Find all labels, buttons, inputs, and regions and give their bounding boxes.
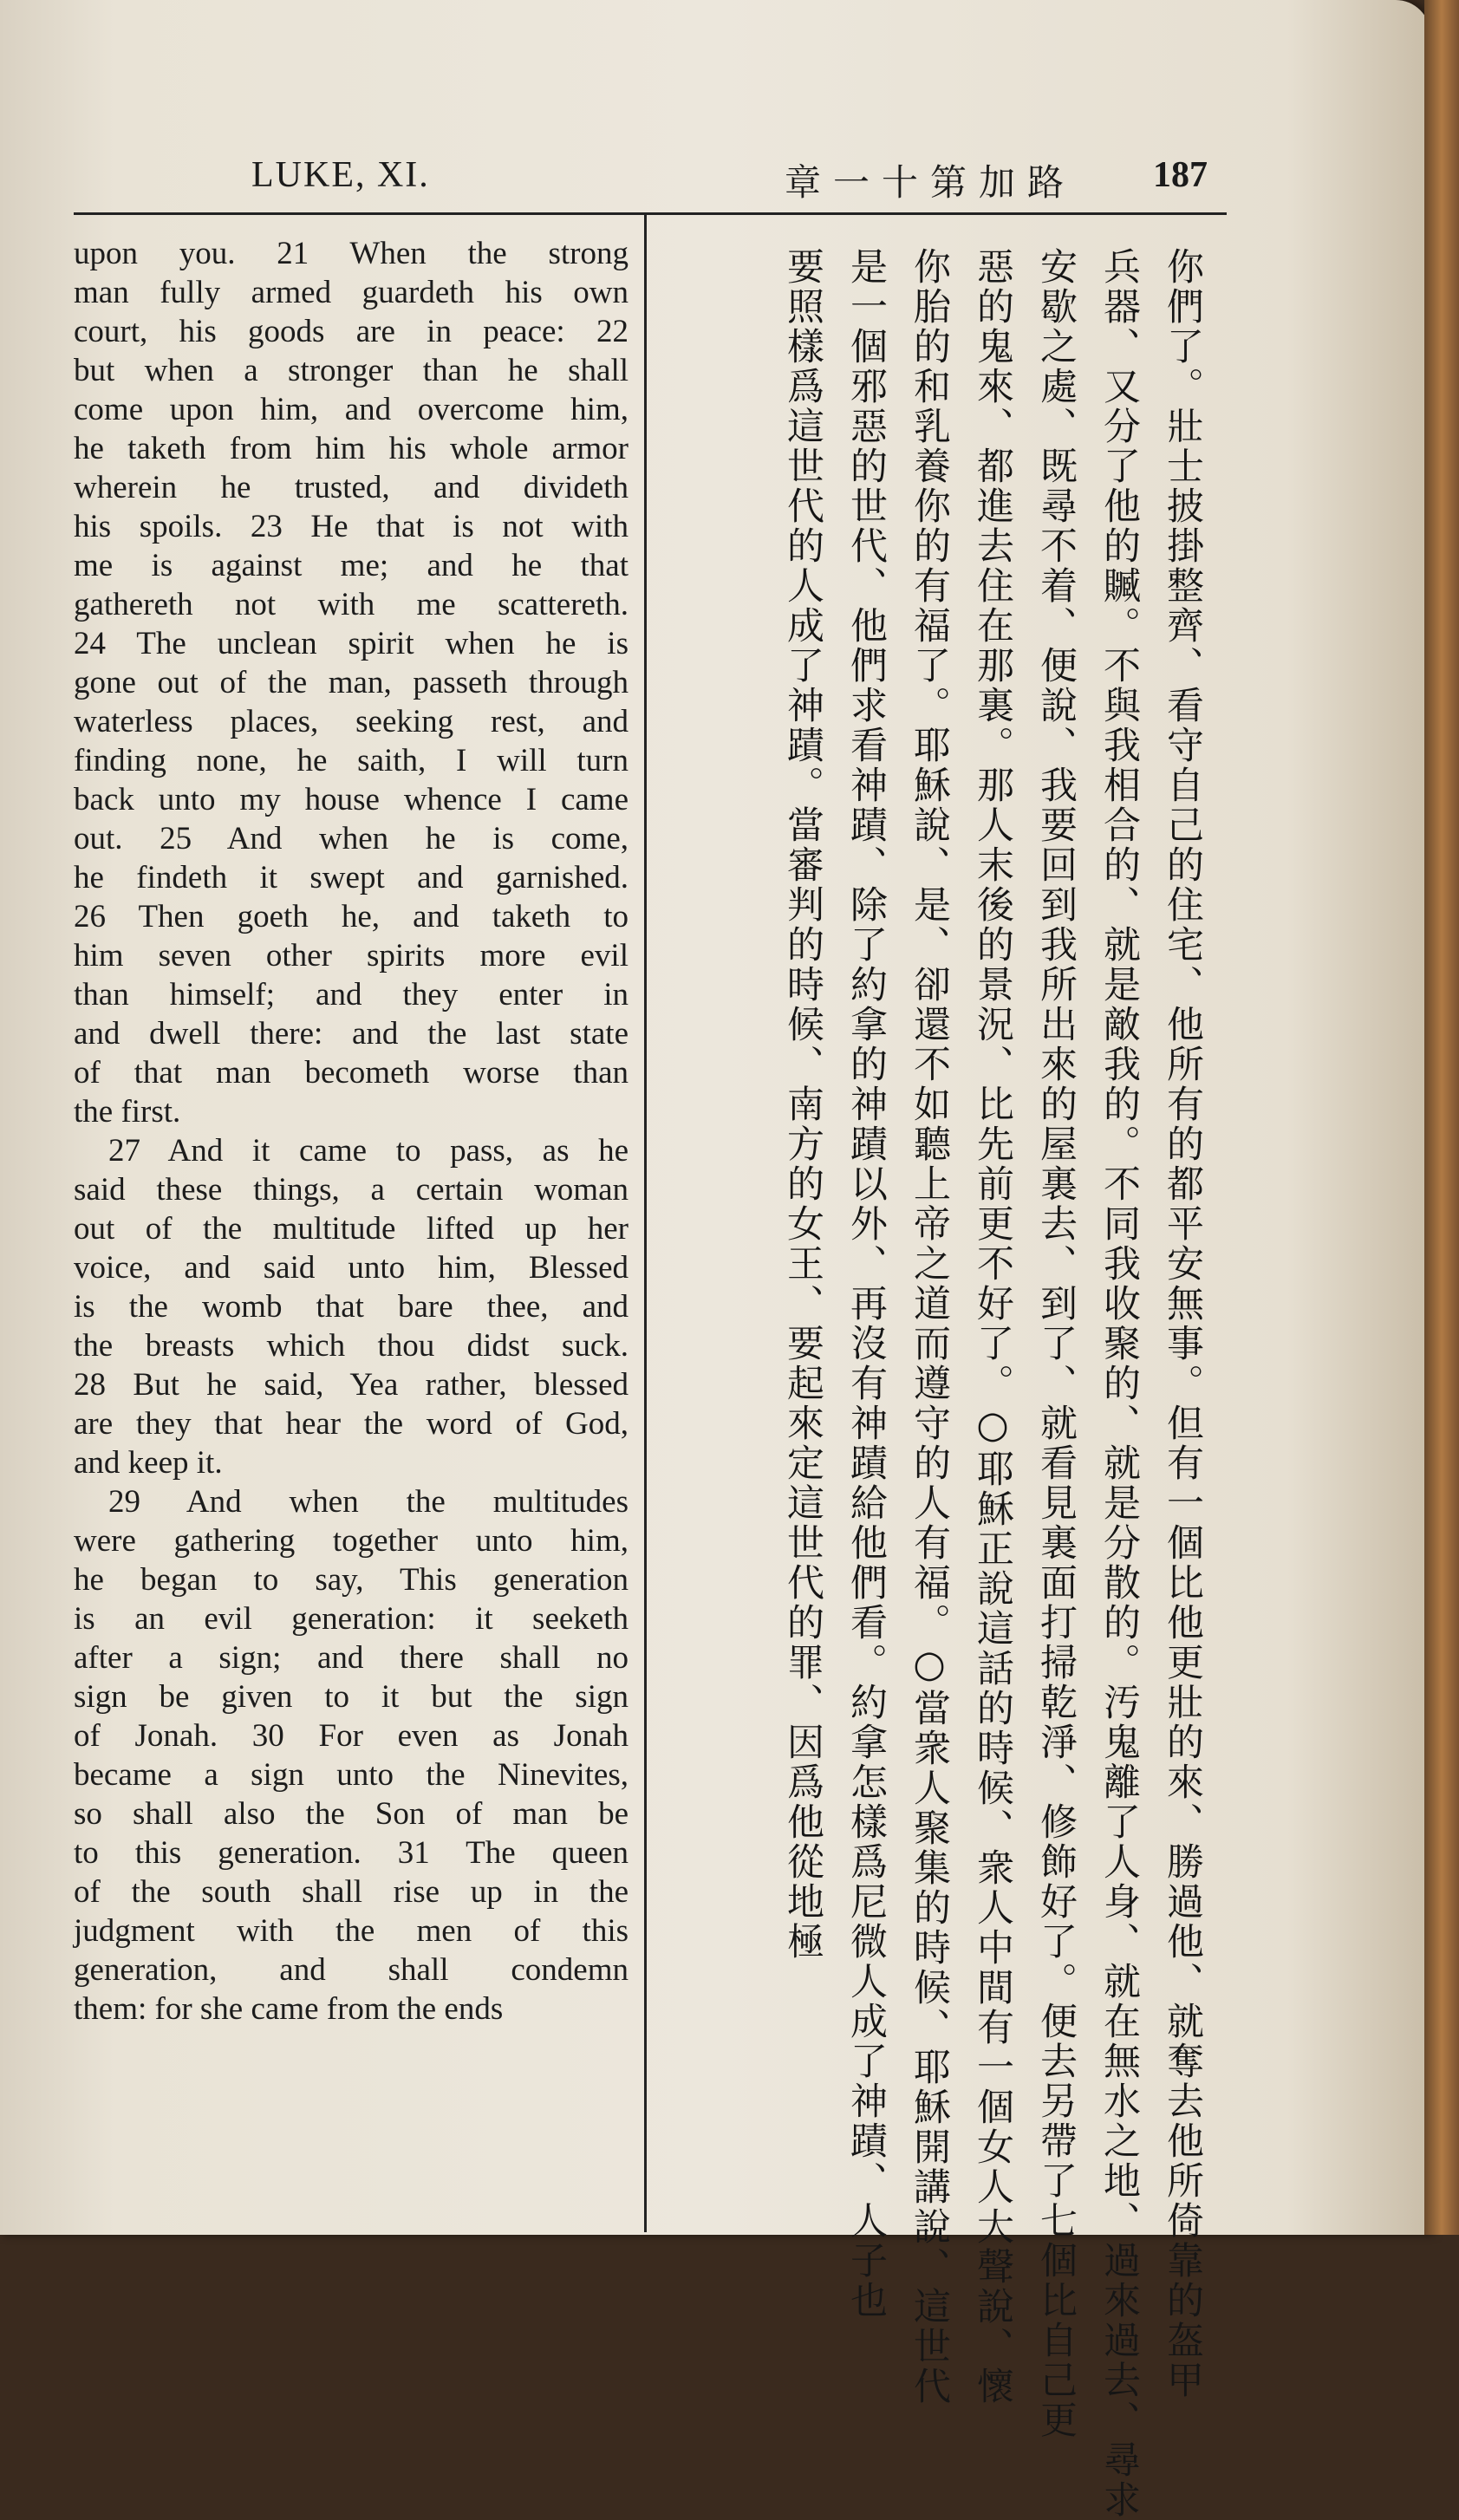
chinese-column [659,247,1214,2520]
english-text-line: me is against me; and he that [74,548,629,583]
english-text-line: of that man becometh worse than [74,1055,629,1091]
english-text-line: the breasts which thou didst suck. [74,1328,629,1364]
chinese-text-column: 你們了。壯士披掛整齊、看守自己的住宅、他所有的都平安無事。但有一個比他更壯的來、勝過他、就奪去他所倚靠的盔甲 [1161,247,1204,2400]
english-text-line: sign be given to it but the sign [74,1679,629,1715]
english-text-line: waterless places, seeking rest, and [74,704,629,739]
english-text-line: 27 And it came to pass, as he [108,1133,629,1169]
english-column [74,234,629,2028]
english-text-line: them: for she came from the ends [74,1991,504,2027]
page-number: 187 [1153,155,1208,195]
english-text-line: and dwell there: and the last state [74,1016,629,1052]
english-text-line: after a sign; and there shall no [74,1640,629,1676]
english-text-line: voice, and said unto him, Blessed [74,1250,629,1286]
english-text-line: man fully armed guardeth his own [74,275,629,310]
english-text-line: is the womb that bare thee, and [74,1289,629,1325]
english-text-line: judgment with the men of this [74,1913,629,1949]
english-text-line: generation, and shall condemn [74,1952,629,1988]
english-text-line: to this generation. 31 The queen [74,1835,629,1871]
english-text-line: gathereth not with me scattereth. [74,587,629,622]
english-text-line: and keep it. [74,1445,223,1481]
english-text-line: were gathering together unto him, [74,1523,629,1559]
english-text-line: upon you. 21 When the strong [74,236,629,271]
running-header [74,147,1214,208]
column-divider [644,212,647,2232]
chinese-text-column: 是一個邪惡的世代、他們求看神蹟、除了約拿的神蹟以外、再沒有神蹟給他們看。約拿怎樣爲尼微人成了神蹟、人子也 [844,247,888,2321]
english-text-line: of Jonah. 30 For even as Jonah [74,1718,629,1754]
english-text-line: the first. [74,1094,181,1130]
english-text-line: 28 But he said, Yea rather, blessed [74,1367,629,1403]
english-text-line: out. 25 And when he is come, [74,821,629,856]
english-text-line: of the south shall rise up in the [74,1874,629,1910]
english-text-line: back unto my house whence I came [74,782,629,817]
chinese-text-column: 你胎的和乳養你的有福了。耶穌說、是、卻還不如聽上帝之道而遵守的人有福。○當衆人聚集的時候、耶穌開講說、這世代 [908,247,951,2406]
english-text-line: so shall also the Son of man be [74,1796,629,1832]
english-text-line: out of the multitude lifted up her [74,1211,629,1247]
chinese-text-column: 要照樣爲這世代的人成了神蹟。當審判的時候、南方的女王、要起來定這世代的罪、因爲他從地極 [781,247,824,1962]
english-text-line: than himself; and they enter in [74,977,629,1013]
chinese-text-column: 安歇之處、既尋不着、便說、我要回到我所出來的屋裏去、到了、就看見裏面打掃乾淨、修飾好了。便去另帶了七個比自己更 [1034,247,1078,2440]
english-text-line: 26 Then goeth he, and taketh to [74,899,629,934]
english-text-line: court, his goods are in peace: 22 [74,314,629,349]
header-book-chapter: LUKE, XI. [251,155,430,195]
english-text-line: his spoils. 23 He that is not with [74,509,629,544]
english-text-line: him seven other spirits more evil [74,938,629,973]
english-text-line: said these things, a certain woman [74,1172,629,1208]
header-chapter-cjk: 章一十第加路 [785,161,1077,204]
english-text-line: he findeth it swept and garnished. [74,860,629,895]
english-text-line: gone out of the man, passeth through [74,665,629,700]
chinese-text-column: 惡的鬼來、都進去住在那裏。那人末後的景況、比先前更不好了。○耶穌正說這話的時候、衆人中間有一個女人大聲說、懷 [971,247,1014,2406]
header-rule [74,212,1227,215]
english-text-line: wherein he trusted, and divideth [74,470,629,505]
english-text-line: 29 And when the multitudes [108,1484,629,1520]
english-text-line: he began to say, This generation [74,1562,629,1598]
book-edge [1424,0,1459,2235]
chinese-text-column: 兵器、又分了他的贓。不與我相合的、就是敵我的。不同我收聚的、就是分散的。汚鬼離了人身、就在無水之地、過來過去、尋求 [1098,247,1141,2520]
english-text-line: but when a stronger than he shall [74,353,629,388]
english-text-line: is an evil generation: it seeketh [74,1601,629,1637]
english-text-line: are they that hear the word of God, [74,1406,629,1442]
english-text-line: he taketh from him his whole armor [74,431,629,466]
english-text-line: come upon him, and overcome him, [74,392,629,427]
english-text-line: became a sign unto the Ninevites, [74,1757,629,1793]
english-text-line: 24 The unclean spirit when he is [74,626,629,661]
english-text-line: finding none, he saith, I will turn [74,743,629,778]
